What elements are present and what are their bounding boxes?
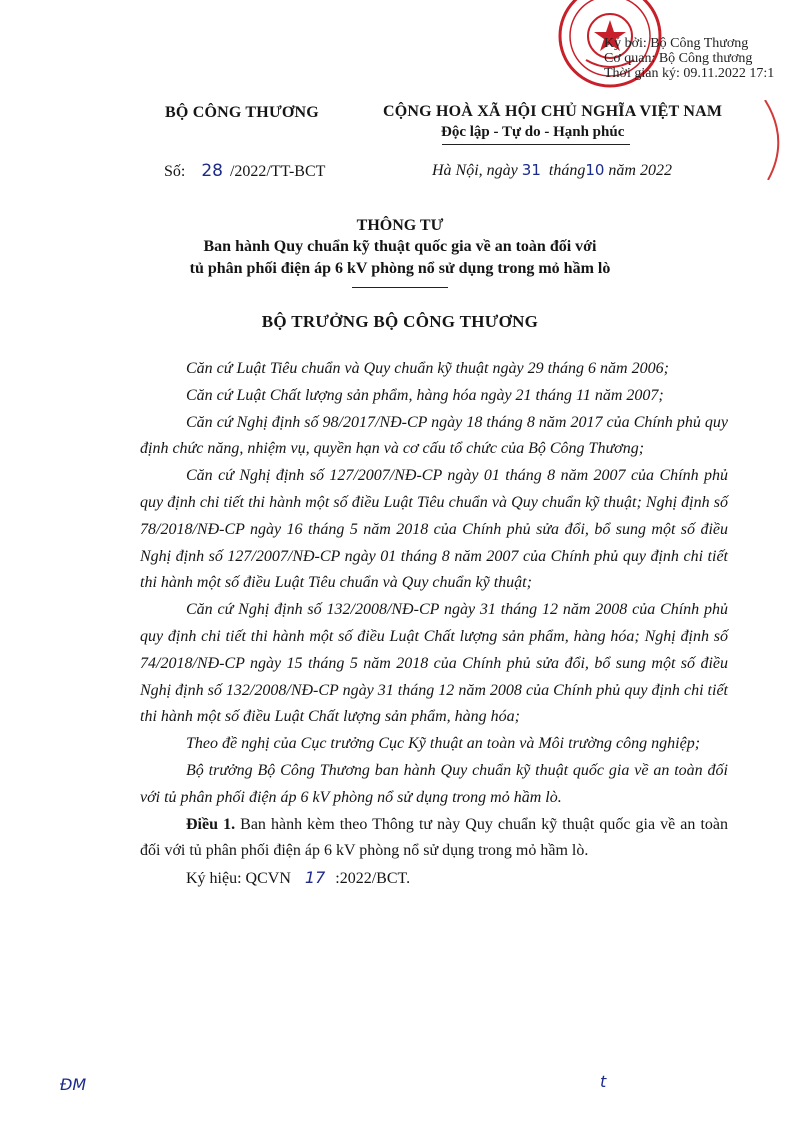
technical-symbol — [140, 865, 728, 893]
initials-right: t — [600, 1072, 607, 1091]
number-prefix: Số: — [164, 163, 186, 180]
legal-basis-paragraph: Căn cứ Luật Chất lượng sản phẩm, hàng hóa ngày 21 tháng 11 năm 2007; — [186, 386, 664, 404]
document-type: THÔNG TƯ — [356, 217, 444, 234]
number-suffix: /2022/TT-BCT — [229, 163, 326, 180]
legal-basis-paragraph: Căn cứ Luật Tiêu chuẩn và Quy chuẩn kỹ thuật ngày 29 tháng 6 năm 2006; — [186, 360, 669, 377]
subject-underline — [352, 287, 448, 288]
handwritten-month: 10 — [585, 161, 605, 179]
handwritten-number: 28 — [201, 161, 223, 181]
republic-title: CỘNG HOÀ XÃ HỘI CHỦ NGHĨA VIỆT NAM — [383, 103, 723, 120]
year-text: năm 2022 — [608, 162, 672, 179]
legal-basis-paragraph: Căn cứ Nghị định số 127/2007/NĐ-CP ngày 01 tháng 8 năm 2007 của Chính phủ quy định chi tiết thi hành một số điều Luật Tiêu chuẩn và Quy chuẩn kỹ thuật; Nghị định số 78/2018/NĐ-CP ngày 16 tháng 5 năm 2018 của Chính phủ sửa đổi, bổ sung một số điều Nghị định số 127/2007/NĐ-CP ngày 01 tháng 8 năm 2007 của Chính phủ quy định chi tiết thi hành một số điều Luật Tiêu chuẩn và Quy chuẩn kỹ thuật; — [140, 467, 728, 592]
month-word: tháng — [548, 162, 586, 179]
motto-underline — [442, 144, 630, 145]
issuing-authority: BỘ TRƯỞNG BỘ CÔNG THƯƠNG — [261, 312, 539, 331]
document-body — [140, 356, 728, 893]
signing-time: Thời gian ký: 09.11.2022 17:1 — [604, 66, 775, 81]
place-and-date — [432, 161, 672, 180]
enactment-paragraph: Bộ trưởng Bộ Công Thương ban hành Quy chuẩn kỹ thuật quốc gia về an toàn đối với tủ phân phối điện áp 6 kV phòng nổ sử dụng trong mỏ hầm lò. — [140, 761, 728, 806]
document-subject-line-2: tủ phân phối điện áp 6 kV phòng nổ sử dụng trong mỏ hầm lò — [189, 260, 611, 277]
ministry-name: BỘ CÔNG THƯƠNG — [165, 104, 319, 121]
article-1-text: Ban hành kèm theo Thông tư này Quy chuẩn kỹ thuật quốc gia về an toàn đối với tủ phân phối điện áp 6 kV phòng nổ sử dụng trong mỏ hầm lò. — [140, 815, 729, 860]
legal-basis-paragraph: Căn cứ Nghị định số 132/2008/NĐ-CP ngày 31 tháng 12 năm 2008 của Chính phủ quy định chi tiết thi hành một số điều Luật Chất lượng sản phẩm, hàng hóa; Nghị định số 74/2018/NĐ-CP ngày 15 tháng 5 năm 2018 của Chính phủ sửa đổi, bổ sung một số điều Nghị định số 132/2008/NĐ-CP ngày 31 tháng 12 năm 2008 của Chính phủ quy định chi tiết thi hành một số điều Luật Chất lượng sản phẩm, hàng hóa; — [140, 601, 728, 726]
article-1-label: Điều 1. — [186, 815, 236, 833]
symbol-prefix: Ký hiệu: QCVN — [186, 870, 291, 888]
national-motto: Độc lập - Tự do - Hạnh phúc — [441, 124, 625, 140]
digital-signature-info — [604, 36, 774, 81]
signed-by: Ký bởi: Bộ Công Thương — [604, 36, 749, 51]
symbol-suffix: :2022/BCT. — [335, 870, 411, 888]
initials-left: ĐM — [60, 1075, 87, 1094]
place-prefix: Hà Nội, ngày — [432, 162, 518, 179]
signing-agency: Cơ quan: Bộ Công thương — [604, 51, 753, 66]
stamp-edge-icon — [760, 100, 800, 180]
document-number — [164, 161, 325, 181]
proposal-paragraph: Theo đề nghị của Cục trưởng Cục Kỹ thuật an toàn và Môi trường công nghiệp; — [186, 735, 701, 753]
legal-basis-paragraph: Căn cứ Nghị định số 98/2017/NĐ-CP ngày 18 tháng 8 năm 2017 của Chính phủ quy định chức năng, nhiệm vụ, quyền hạn và cơ cấu tổ chức của Bộ Công Thương; — [140, 413, 728, 458]
handwritten-symbol-number: 17 — [304, 868, 326, 888]
handwritten-day: 31 — [521, 161, 541, 179]
article-1 — [140, 812, 728, 866]
document-subject-line-1: Ban hành Quy chuẩn kỹ thuật quốc gia về an toàn đối với — [203, 238, 597, 255]
